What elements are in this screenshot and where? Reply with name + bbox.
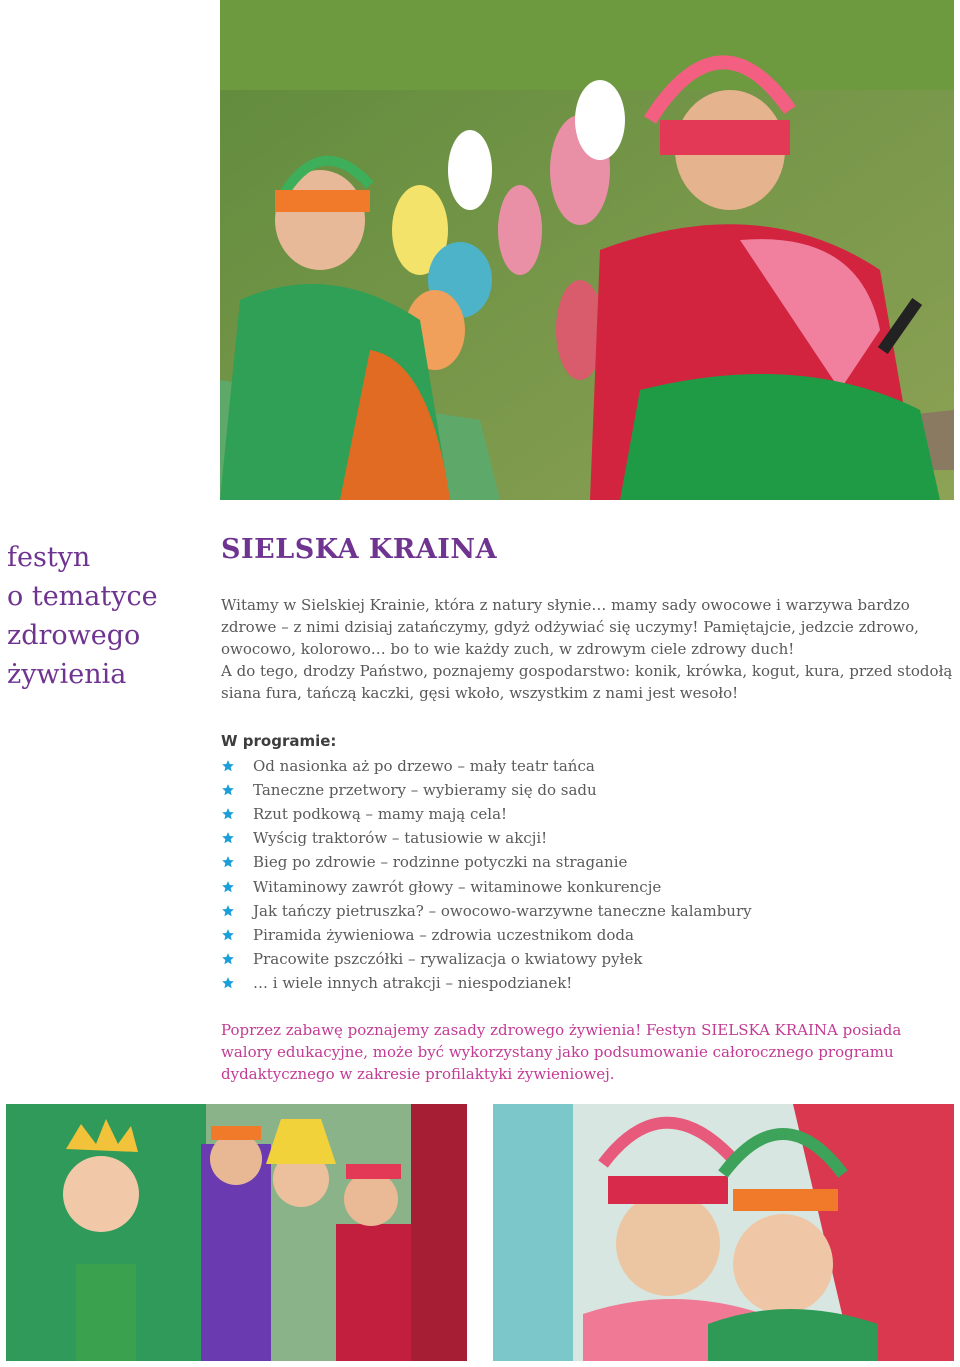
list-item (221, 850, 951, 874)
list-item-text: Taneczne przetwory – wybieramy się do sadu (253, 781, 597, 800)
list-item-text: Wyścig traktorów – tatusiowie w akcji! (253, 829, 548, 848)
list-item (221, 874, 951, 898)
list-item (221, 802, 951, 826)
list-item (221, 899, 951, 923)
program-heading: W programie: (221, 732, 337, 750)
star-icon (221, 783, 235, 797)
side-title-line: zdrowego (7, 620, 141, 651)
list-item (221, 971, 951, 995)
list-item-text: Piramida żywieniowa – zdrowia uczestnikom doda (253, 925, 634, 944)
star-icon (221, 855, 235, 869)
side-title-line: żywienia (7, 659, 127, 690)
intro-paragraph: Witamy w Sielskiej Krainie, która z natury słynie… mamy sady owocowe i warzywa bardzo zdrowe – z nimi dzisiaj zatańczymy, gdyż odżywiać się uczymy! Pamiętajcie, jedzcie zdrowo, owocowo, kolorowo… bo to wie każdy zuch, w zdrowym ciele zdrowy duch! (221, 596, 919, 658)
star-icon (221, 976, 235, 990)
side-title-line: o tematyce (7, 581, 158, 612)
closing-text: Poprzez zabawę poznajemy zasady zdrowego żywienia! Festyn SIELSKA KRAINA posiada walory edukacyjne, może być wykorzystany jako podsumowanie całorocznego programu dydaktycznego w zakresie profilaktyki żywieniowej. (221, 1021, 902, 1083)
hero-photo (220, 0, 954, 500)
performers-photo (6, 1104, 467, 1361)
star-icon (221, 904, 235, 918)
list-item-text: Jak tańczy pietruszka? – owocowo-warzywne taneczne kalambury (253, 901, 752, 920)
side-title-line: festyn (7, 542, 91, 573)
list-item (221, 826, 951, 850)
page-title: SIELSKA KRAINA (221, 534, 498, 565)
star-icon (221, 807, 235, 821)
list-item-text: Rzut podkową – mamy mają cela! (253, 805, 508, 824)
side-title (7, 538, 207, 694)
intro-paragraph: A do tego, drodzy Państwo, poznajemy gospodarstwo: konik, krówka, kogut, kura, przed stodołą siana fura, tańczą kaczki, gęsi wkoło, wszystkim z nami jest wesoło! (221, 662, 953, 702)
star-icon (221, 880, 235, 894)
list-item-text: Od nasionka aż po drzewo – mały teatr tańca (253, 757, 595, 776)
list-item-text: Witaminowy zawrót głowy – witaminowe konkurencje (253, 877, 662, 896)
list-item (221, 754, 951, 778)
list-item (221, 947, 951, 971)
intro-text (221, 594, 956, 704)
smiling-performers-photo (493, 1104, 954, 1361)
list-item-text: … i wiele innych atrakcji – niespodzianek! (253, 973, 573, 992)
list-item (221, 923, 951, 947)
list-item-text: Bieg po zdrowie – rodzinne potyczki na straganie (253, 853, 628, 872)
star-icon (221, 759, 235, 773)
program-list (221, 754, 951, 995)
star-icon (221, 831, 235, 845)
list-item (221, 778, 951, 802)
star-icon (221, 928, 235, 942)
star-icon (221, 952, 235, 966)
list-item-text: Pracowite pszczółki – rywalizacja o kwiatowy pyłek (253, 949, 643, 968)
